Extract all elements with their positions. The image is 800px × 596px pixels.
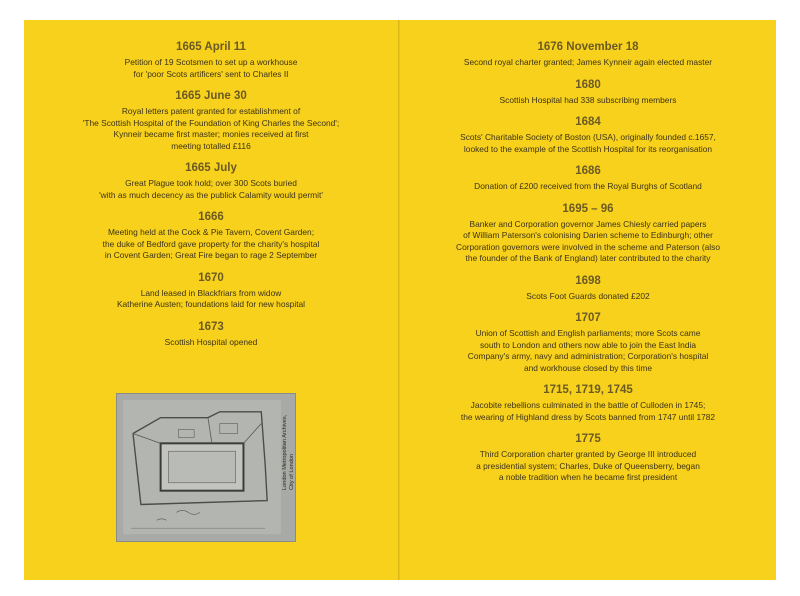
entry-text: Meeting held at the Cock & Pie Tavern, Covent Garden; the duke of Bedford gave property for the charity's hospital in Covent Garden; Great Fire began to rage 2 September [102,227,320,260]
timeline-entry [400,311,776,374]
entry-text: Land leased in Blackfriars from widow Katherine Austen; foundations laid for new hospital [116,287,306,309]
entry-date: 1666 [198,211,224,223]
entry-date: 1684 [575,116,601,128]
left-timeline [24,40,398,357]
floor-plan-drawing [117,394,295,541]
timeline-entry [400,40,776,69]
entry-text: Third Corporation charter granted by George III introduced a presidential system; Charles, Duke of Queensberry, began a noble tradition when he became first president [476,449,700,482]
timeline-entry [24,40,398,80]
entry-date: 1715, 1719, 1745 [543,384,633,396]
entry-text: Royal letters patent granted for establishment of 'The Scottish Hospital of the Foundation of King Charles the Second'; Kynneir became first master; monies received at first meeting totalled £116 [82,106,340,151]
timeline-entry [400,78,776,107]
timeline-entry [24,89,398,152]
entry-text: Banker and Corporation governor James Chiesly carried papers of William Paterson's colonising Darien scheme to Edinburgh; other Corporation governors were involved in the scheme and Paterson (also the founder of the Bank of England) later contributed to the charity [456,218,720,263]
image-credit: London Metropolitan Archives, City of London [282,414,295,490]
entry-text: Scots' Charitable Society of Boston (USA), originally founded c.1657, looked to the example of the Scottish Hospital for its reorganisation [460,132,716,154]
entry-text: Petition of 19 Scotsmen to set up a workhouse for 'poor Scots artificers' sent to Charles II [124,57,298,79]
entry-text: Donation of £200 received from the Royal Burghs of Scotland [474,181,702,191]
entry-text: Second royal charter granted; James Kynneir again elected master [463,57,713,67]
left-page [24,20,398,580]
timeline-entry [400,383,776,423]
timeline-entry [24,161,398,201]
entry-date: 1665 April 11 [176,41,246,53]
entry-date: 1775 [575,433,601,445]
entry-date: 1686 [575,165,601,177]
entry-date: 1670 [198,271,224,284]
entry-text: Union of Scottish and English parliaments; more Scots came south to London and others now able to join the East India Company's army, navy and administration; Corporation's hospital and workhouse closed by this time [467,328,709,373]
right-timeline [400,40,776,493]
entry-date: 1695 – 96 [562,202,614,215]
right-page [400,20,776,580]
timeline-entry [400,274,776,303]
timeline-entry [400,115,776,155]
timeline-entry [400,202,776,265]
entry-date: 1698 [575,274,601,287]
entry-text: Scottish Hospital opened [164,336,258,347]
entry-date: 1665 July [185,162,237,174]
entry-date: 1665 June 30 [175,90,247,102]
entry-text: Jacobite rebellions culminated in the battle of Culloden in 1745; the wearing of Highland dress by Scots banned from 1747 until 1782 [460,400,716,422]
entry-date: 1673 [198,320,224,333]
entry-text: Scottish Hospital had 338 subscribing members [499,94,677,105]
entry-text: Great Plague took hold; over 300 Scots buried 'with as much decency as the publick Calamity would permit' [99,178,323,200]
entry-date: 1707 [575,312,601,324]
entry-date: 1676 November 18 [537,41,639,53]
hospital-plan-image [116,393,296,542]
timeline-entry [400,164,776,193]
entry-date: 1680 [575,78,601,91]
book-spread [24,20,776,580]
timeline-entry [24,210,398,262]
timeline-entry [400,432,776,484]
timeline-entry [24,320,398,349]
entry-text: Scots Foot Guards donated £202 [526,290,650,301]
timeline-entry [24,271,398,311]
